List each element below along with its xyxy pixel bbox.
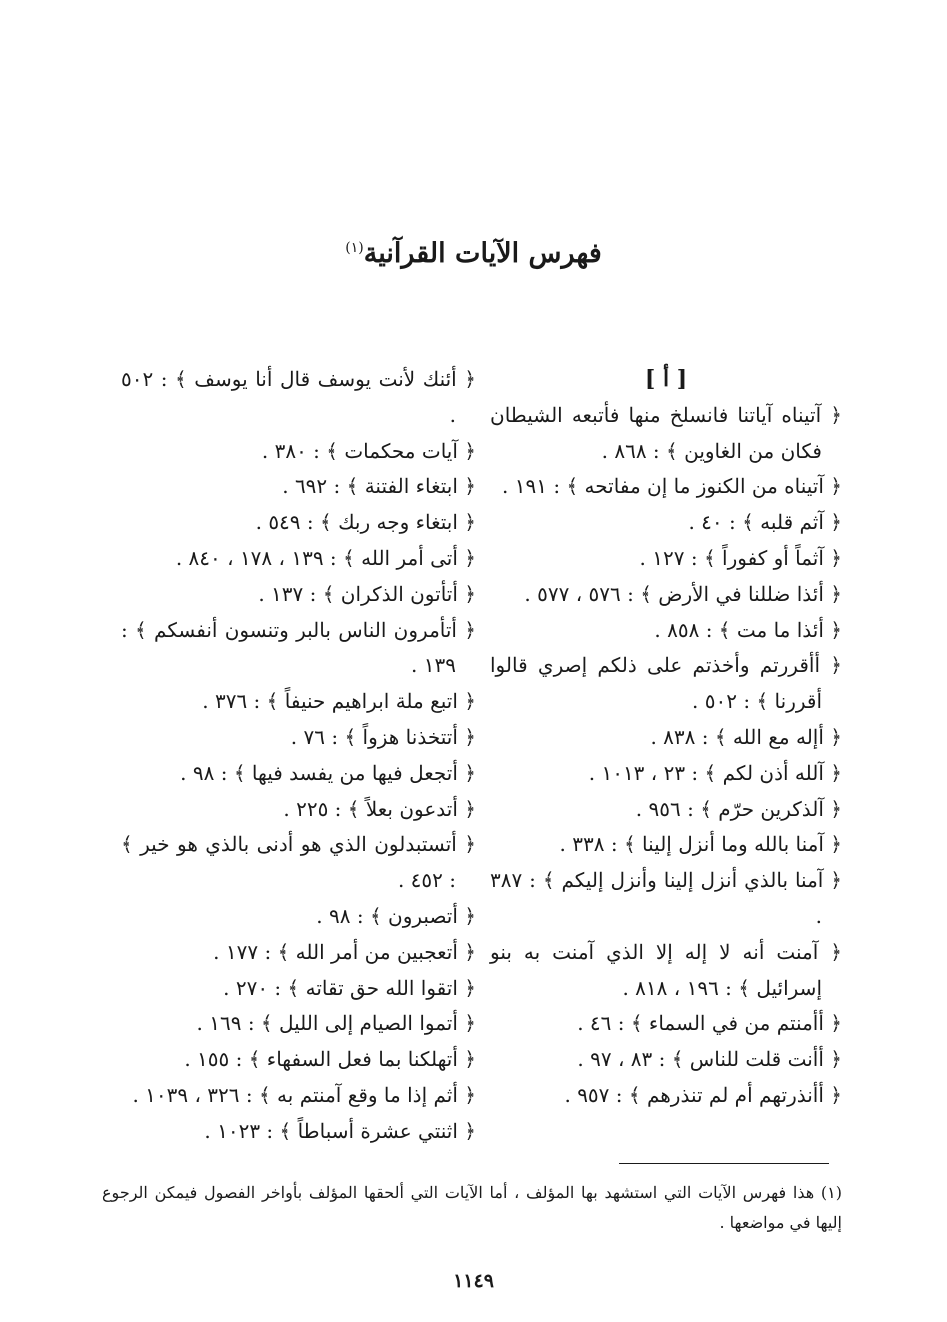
index-entry: ﴿ أئنك لأنت يوسف قال أنا يوسف ﴾ : ٥٠٢ . xyxy=(121,367,476,427)
index-entry: ﴿ أتستبدلون الذي هو أدنى بالذي هو خير ﴾ : ٤٥٢ . xyxy=(121,832,476,893)
index-entry: ﴿ أتجعل فيها من يفسد فيها ﴾ : ٩٨ . xyxy=(180,760,476,785)
index-entry: ﴿ أتعجبين من أمر الله ﴾ : ١٧٧ . xyxy=(213,939,476,964)
index-entry: ﴿ أتأتون الذكران ﴾ : ١٣٧ . xyxy=(258,581,476,606)
index-column-left xyxy=(121,362,476,1150)
page-title xyxy=(0,238,947,269)
index-entry: ﴿ آلله أذن لكم ﴾ : ٢٣ ، ١٠١٣ . xyxy=(588,760,842,785)
index-entry: ﴿ آمنت أنه لا إله إلا الذي آمنت به بنو إسرائيل ﴾ : ١٩٦ ، ٨١٨ . xyxy=(490,939,842,1000)
index-entry: ﴿ اتبع ملة ابراهيم حنيفاً ﴾ : ٣٧٦ . xyxy=(202,689,476,714)
index-entry: ﴿ آيات محكمات ﴾ : ٣٨٠ . xyxy=(261,438,476,463)
index-entry: ﴿ أأقررتم وأخذتم على ذلكم إصري قالوا أقررنا ﴾ : ٥٠٢ . xyxy=(490,653,842,714)
index-entry: ﴿ أتى أمر الله ﴾ : ١٣٩ ، ١٧٨ ، ٨٤٠ . xyxy=(175,545,476,570)
index-entry: ﴿ أتهلكنا بما فعل السفهاء ﴾ : ١٥٥ . xyxy=(184,1047,476,1072)
page-number: ١١٤٩ xyxy=(453,1270,494,1292)
index-entry: ﴿ آمنا بالله وما أنزل إلينا ﴾ : ٣٣٨ . xyxy=(559,832,842,857)
index-entry: ﴿ أأنت قلت للناس ﴾ : ٨٣ ، ٩٧ . xyxy=(577,1047,842,1072)
index-entry: ﴿ أتصبرون ﴾ : ٩٨ . xyxy=(316,903,476,928)
index-entry: ﴿ أأمنتم من في السماء ﴾ : ٤٦ . xyxy=(577,1011,842,1036)
title-text: فهرس الآيات القرآنية xyxy=(363,238,602,269)
index-entry: ﴿ أتتخذنا هزواً ﴾ : ٧٦ . xyxy=(290,724,476,749)
index-entry: ﴿ آمنا بالذي أنزل إلينا وأنزل إليكم ﴾ : ٣٨٧ . xyxy=(490,868,842,928)
index-entry: ﴿ ابتغاء الفتنة ﴾ : ٦٩٢ . xyxy=(282,474,476,499)
index-entry: ﴿ أتأمرون الناس بالبر وتنسون أنفسكم ﴾ : ١٣٩ . xyxy=(121,617,476,678)
index-entry: ﴿ أتموا الصيام إلى الليل ﴾ : ١٦٩ . xyxy=(196,1011,476,1036)
index-entry: ﴿ آتيناه آياتنا فانسلخ منها فأتبعه الشيطان فكان من الغاوين ﴾ : ٨٦٨ . xyxy=(490,402,842,463)
section-heading: [ أ ] xyxy=(644,366,688,392)
index-entry: ﴿ أئذا ضللنا في الأرض ﴾ : ٥٧٦ ، ٥٧٧ . xyxy=(524,581,842,606)
index-entry: ﴿ اثنتي عشرة أسباطاً ﴾ : ١٠٢٣ . xyxy=(204,1118,476,1143)
index-entry: ﴿ آلذكرين حرّم ﴾ : ٩٥٦ . xyxy=(635,796,842,821)
index-entry: ﴿ آثماً أو كفوراً ﴾ : ١٢٧ . xyxy=(639,545,842,570)
index-column-right xyxy=(490,362,842,1114)
index-entry: ﴿ أأنذرتهم أم لم تنذرهم ﴾ : ٩٥٧ . xyxy=(564,1082,842,1107)
footnote: (١) هذا فهرس الآيات التي استشهد بها المؤلف ، أما الآيات التي ألحقها المؤلف بأواخر الفصول فيمكن الرجوع إليها في مواضعها . xyxy=(102,1183,842,1232)
title-footnote-marker: (١) xyxy=(345,240,364,256)
index-entry: ﴿ ابتغاء وجه ربك ﴾ : ٥٤٩ . xyxy=(255,510,476,535)
index-entry: ﴿ أثم إذا ما وقع آمنتم به ﴾ : ٣٢٦ ، ١٠٣٩ . xyxy=(132,1082,476,1107)
index-entry: ﴿ آثم قلبه ﴾ : ٤٠ . xyxy=(688,510,842,535)
index-entry: ﴿ اتقوا الله حق تقاته ﴾ : ٢٧٠ . xyxy=(223,975,476,1000)
footnote-divider xyxy=(619,1163,829,1164)
index-entry: ﴿ أتدعون بعلاً ﴾ : ٢٢٥ . xyxy=(283,796,476,821)
index-entry: ﴿ أإله مع الله ﴾ : ٨٣٨ . xyxy=(650,724,842,749)
index-entry: ﴿ آتيناه من الكنوز ما إن مفاتحه ﴾ : ١٩١ . xyxy=(502,474,842,499)
index-entry: ﴿ أئذا ما مت ﴾ : ٨٥٨ . xyxy=(654,617,842,642)
